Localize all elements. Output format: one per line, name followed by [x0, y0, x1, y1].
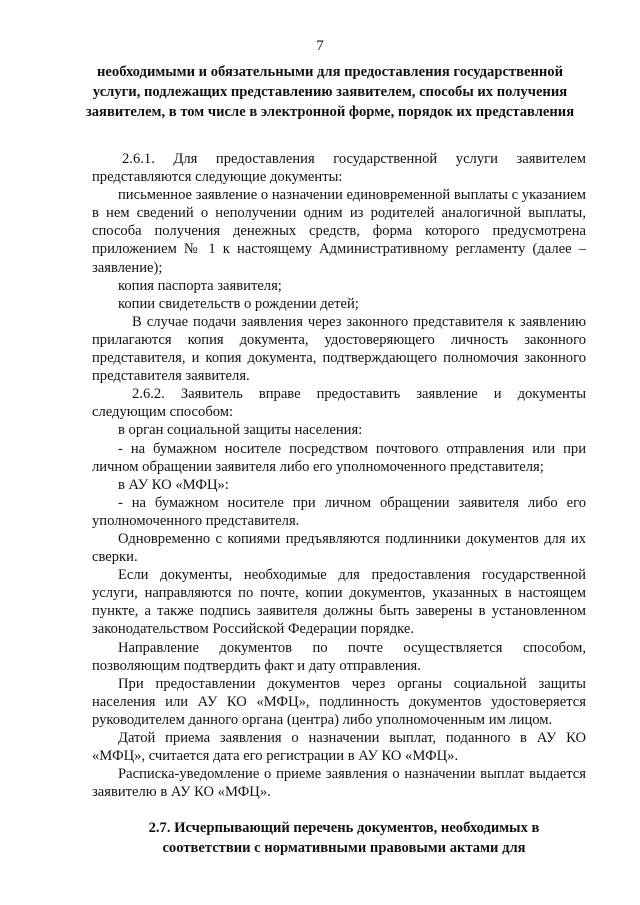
paragraph-mfc: в АУ КО «МФЦ»:: [118, 476, 229, 493]
section-heading-2-7: 2.7. Исчерпывающий перечень документов, необходимых в соответствии с нормативными правовыми актами для: [148, 820, 540, 856]
paragraph-receipt: Расписка-уведомление о приеме заявления о назначении выплат выдается заявителю в АУ КО «МФЦ».: [92, 766, 586, 801]
paragraph-mail-direction: Направление документов по почте осуществляется способом, позволяющим подтвердить факт и дату отправления.: [92, 639, 586, 674]
paragraph-authenticity: При предоставлении документов через органы социальной защиты населения или АУ КО «МФЦ», подлинность документов удостоверяется руководителем данного органа (центра) либо уполномоченным им лицом.: [92, 675, 586, 728]
paragraph-by-mail: Если документы, необходимые для предоставления государственной услуги, направляются по почте, копии документов, указанных в настоящем пункте, а также подпись заявителя должны быть заверены в установленном законодательством Российской Федерации порядке.: [92, 567, 586, 638]
paragraph-2-6-1: 2.6.1. Для предоставления государственной услуги заявителем представляются следующие документы:: [92, 151, 586, 186]
paragraph-passport-copy: копия паспорта заявителя;: [118, 277, 282, 294]
paragraph-paper-personal: - на бумажном носителе при личном обращении заявителя либо его уполномоченного представителя.: [92, 494, 586, 529]
paragraph-reception-date: Датой приема заявления о назначении выплат, поданного в АУ КО «МФЦ», считается дата его регистрации в АУ КО «МФЦ».: [92, 730, 586, 765]
page-number: 7: [316, 38, 324, 54]
paragraph-application: письменное заявление о назначении единовременной выплаты с указанием в нем сведений о неполучении одним из родителей аналогичной выплаты, способа получения денежных средств, форма которого предусмотрена приложением № 1 к настоящему Административному регламенту (далее – заявление);: [92, 187, 586, 276]
section-heading: необходимыми и обязательными для предоставления государственной услуги, подлежащих представлению заявителем, способы их получения заявителем, в том числе в электронной форме, порядок их представления: [85, 64, 575, 120]
paragraph-social-protection: в орган социальной защиты населения:: [118, 422, 363, 439]
paragraph-representative: В случае подачи заявления через законного представителя к заявлению прилагаются копия документа, удостоверяющего личность законного представителя, и копия документа, подтверждающего полномочия законного представителя заявителя.: [92, 313, 586, 385]
paragraph-originals: Одновременно с копиями предъявляются подлинники документов для их сверки.: [92, 530, 586, 566]
paragraph-paper-mail: - на бумажном носителе посредством почтового отправления или при личном обращении заявителя либо его уполномоченного представителя;: [92, 440, 586, 475]
paragraph-birth-certificates: копии свидетельств о рождении детей;: [118, 295, 359, 312]
document-body: [92, 150, 586, 801]
paragraph-2-6-2: 2.6.2. Заявитель вправе предоставить заявление и документы следующим способом:: [92, 386, 586, 421]
